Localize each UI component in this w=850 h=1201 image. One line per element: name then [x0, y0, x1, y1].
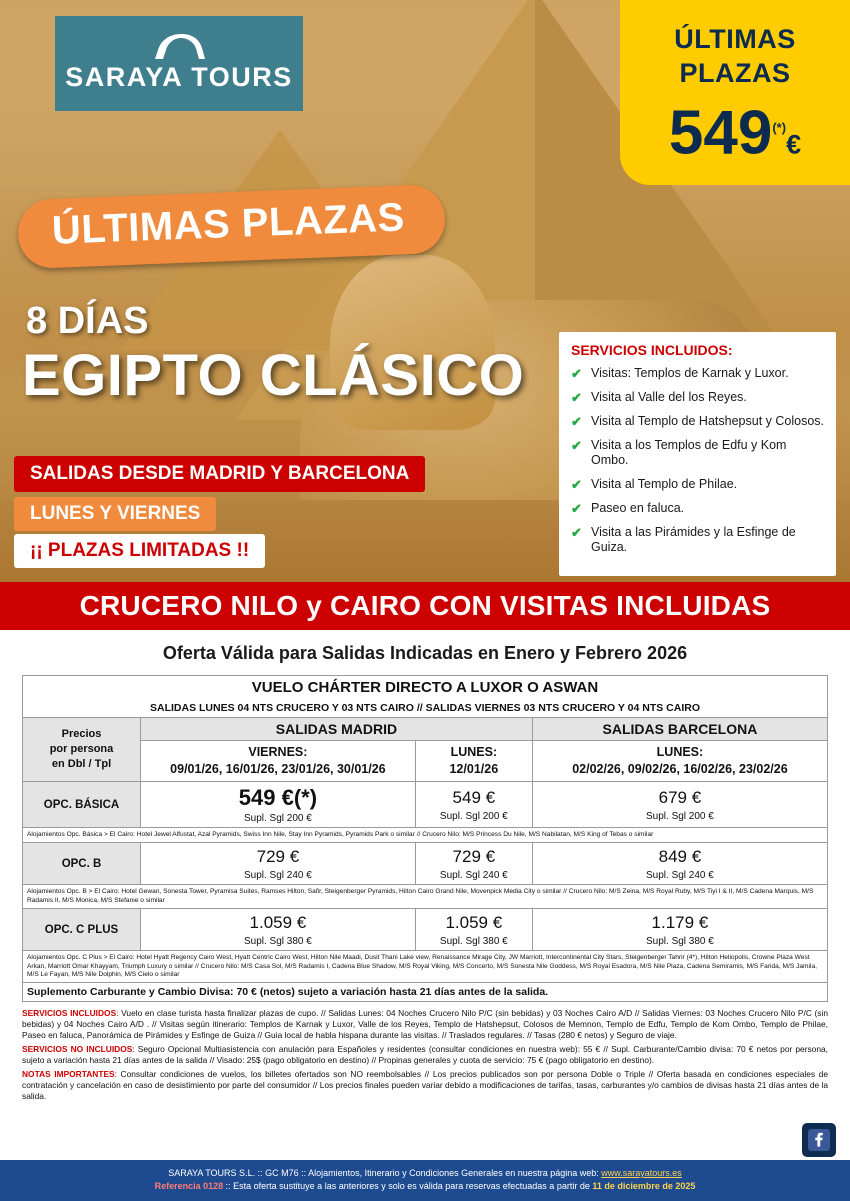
date-column-2: [415, 741, 532, 782]
table-row: [23, 718, 828, 741]
price-value: 1.059 €: [249, 913, 307, 933]
badge-price-currency: €: [786, 129, 802, 160]
page-title: EGIPTO CLÁSICO: [22, 343, 525, 408]
table-row: [23, 782, 828, 828]
group-header-madrid: SALIDAS MADRID: [141, 718, 533, 741]
price-b-madrid-viernes: [141, 843, 416, 885]
services-included-box: [559, 332, 836, 576]
badge-price: [620, 96, 850, 177]
offer-validity-heading: Oferta Válida para Salidas Indicadas en Enero y Febrero 2026: [162, 643, 688, 663]
table-row: [23, 983, 828, 1002]
facebook-icon[interactable]: [802, 1123, 836, 1157]
services-title: SERVICIOS INCLUIDOS:: [571, 342, 733, 358]
footer-reference: Referencia 0128: [154, 1181, 224, 1191]
price-value: 549 €: [452, 788, 496, 807]
price-supplement: Supl. Sgl 380 €: [439, 936, 508, 948]
price-supplement: Supl. Sgl 200 €: [243, 813, 312, 824]
service-label: Visita al Valle del los Reyes.: [591, 390, 747, 404]
legal-important-text: : Consultar condiciones de vuelos, los billetes ofertados son NO reembolsables // Los precios publicados son por persona Doble o Triple // Oferta basada en condiciones especiales de contratación y cancelación en caso de desistimiento por parte del consumidor // Los precios finales pueden variar debido a modificaciones de tarifas, tasas, carburantes y/o cambios de divisas hasta 21 días antes de la salida.: [22, 1069, 828, 1101]
brand-name: SARAYA TOURS: [65, 62, 293, 92]
service-label: Paseo en faluca.: [591, 501, 685, 515]
check-icon: ✔: [571, 390, 582, 405]
table-row: [23, 885, 828, 909]
row-label-b: OPC. B: [23, 843, 141, 885]
service-item: [571, 438, 824, 468]
badge-line1: ÚLTIMAS: [674, 24, 796, 54]
first-col-header: Precios por persona en Dbl / Tpl: [23, 718, 141, 782]
service-item: [571, 501, 824, 516]
price-value: [145, 785, 411, 811]
price-cplus-barcelona: [532, 909, 827, 951]
table-row: [23, 843, 828, 885]
check-icon: ✔: [571, 414, 582, 429]
table-row: [23, 909, 828, 951]
service-label: Visita al Templo de Philae.: [591, 477, 738, 491]
price-cplus-madrid-lunes: [415, 909, 532, 951]
badge-price-asterisk: (*): [772, 120, 787, 135]
legal-important: [22, 1069, 828, 1101]
charter-title: VUELO CHÁRTER DIRECTO A LUXOR O ASWAN: [23, 676, 828, 700]
date-col-3-dates: 02/02/26, 09/02/26, 16/02/26, 23/02/26: [572, 762, 788, 776]
footer-company: SARAYA TOURS S.L. :: GC M76 ::: [168, 1168, 309, 1178]
price-value: 729 €: [256, 847, 300, 867]
ultimas-plazas-ribbon: ÚLTIMAS PLAZAS: [17, 184, 446, 269]
sphinx-logo-icon: [149, 34, 209, 60]
service-item: [571, 414, 824, 429]
price-supplement: Supl. Sgl 240 €: [439, 870, 508, 882]
price-b-barcelona: [532, 843, 827, 885]
price-currency: €: [281, 785, 294, 810]
price-cplus-madrid-viernes: [141, 909, 416, 951]
price-basica-barcelona: [532, 782, 827, 828]
service-item: [571, 366, 824, 381]
badge-line2: PLAZAS: [679, 58, 791, 88]
row-label-basica: OPC. BÁSICA: [23, 782, 141, 828]
table-row: [23, 828, 828, 843]
footer-reference-text: :: Esta oferta sustituye a las anteriores y solo es válida para reservas efectuadas a partir de: [223, 1181, 593, 1191]
price-asterisk: (*): [293, 785, 318, 810]
check-icon: ✔: [571, 477, 582, 492]
check-icon: ✔: [571, 438, 582, 453]
legal-included-label: SERVICIOS INCLUIDOS: [22, 1008, 117, 1019]
price-number: 549: [238, 785, 276, 810]
tag-departures: SALIDAS DESDE MADRID Y BARCELONA: [14, 456, 425, 492]
footer-conditions-text: Alojamientos, Itinerario y Condiciones Generales en nuestra página web:: [308, 1168, 602, 1178]
date-col-3-day: LUNES:: [656, 745, 704, 759]
legal-conditions: [0, 1002, 850, 1101]
table-row: [23, 741, 828, 782]
check-icon: ✔: [571, 501, 582, 516]
charter-subtitle: SALIDAS LUNES 04 NTS CRUCERO Y 03 NTS CAIRO // SALIDAS VIERNES 03 NTS CRUCERO Y 04 NTS CAIRO: [23, 699, 828, 718]
price-basica-madrid-viernes: [141, 782, 416, 828]
footer-reference-date: 11 de diciembre de 2025: [592, 1181, 696, 1191]
footer-website-link[interactable]: www.sarayatours.es: [601, 1168, 682, 1178]
table-row: [23, 676, 828, 700]
footer-line-2: [0, 1180, 850, 1193]
service-label: Visitas: Templos de Karnak y Luxor.: [591, 366, 789, 380]
price-value: 679 €: [658, 788, 702, 807]
price-supplement: Supl. Sgl 380 €: [243, 936, 312, 948]
service-label: Visita a las Pirámides y la Esfinge de Guiza.: [591, 525, 796, 554]
brand-logo[interactable]: [55, 16, 303, 111]
price-table: [22, 675, 828, 1002]
tag-days: LUNES Y VIERNES: [14, 497, 216, 531]
price-value: 1.179 €: [651, 913, 709, 933]
date-column-1: [141, 741, 416, 782]
services-list: [571, 366, 824, 555]
headline-band: CRUCERO NILO y CAIRO CON VISITAS INCLUIDAS: [0, 582, 850, 630]
legal-included: [22, 1008, 828, 1040]
legal-not-included: [22, 1044, 828, 1065]
date-column-3: [532, 741, 827, 782]
check-icon: ✔: [571, 366, 582, 381]
service-item: [571, 477, 824, 492]
date-col-2-day: LUNES:: [450, 745, 498, 759]
legal-not-included-text: : Seguro Opcional Multiasistencia con anulación para Españoles y residentes (consultar condiciones en nuestra web): 55 € // Supl. Carburante/Cambio divisa: 70 € netos por persona, sujeto a variación hasta 21 días antes de la salida // Visado: 25$ (pago obligatorio en destino) // Propinas generales y cuota de servicio: 75 € (pago obligatorio en destino).: [22, 1044, 828, 1065]
group-header-barcelona: SALIDAS BARCELONA: [532, 718, 827, 741]
legal-important-label: NOTAS IMPORTANTES: [22, 1069, 115, 1080]
row-label-cplus: OPC. C PLUS: [23, 909, 141, 951]
hotels-note-b: Alojamientos Opc. B > El Cairo: Hotel Gewan, Sonesta Tower, Pyramisa Suites, Ramses Hilton, Safir, Steigenberger Pyramids, Hilton Cairo Grand Nile, Movenpick Media City o similar // Crucero Nilo: M/S Zeina, M/S Royal Ruby, M/S Tiyi I & II, M/S Cadena Marquis, M/S Radamis II, M/S Monica, M/S Stefanie o similar: [23, 885, 828, 909]
table-row: [23, 699, 828, 718]
price-value: 729 €: [452, 847, 496, 867]
service-item: [571, 390, 824, 405]
price-table-wrapper: [0, 675, 850, 1002]
legal-included-text: : Vuelo en clase turista hasta finalizar plazas de cupo. // Salidas Lunes: 04 Noches Crucero Nilo P/C (sin bebidas) y 03 Noches Cairo A/D // Salidas Viernes: 03 Noches Crucero Nilo P/C (sin bebidas) y 04 Noches Cairo A/D . // Visitas según itinerario: Templos de Karnak y Luxor, Valle de los Reyes, Templo de Hatshepsut, Colosos de Memnon, Templo de Edfu, Templo de Kom Ombo, Templo de Philae, Paseo en faluca, Panorámica de Pirámides y Esfinge de Guiza // Guia local de habla hispana durante las visitas. // Traslados regulares. // Tasas (280 € netos) y Seguro de viaje.: [22, 1008, 828, 1040]
price-value: 1.059 €: [445, 913, 503, 933]
price-b-madrid-lunes: [415, 843, 532, 885]
check-icon: ✔: [571, 525, 582, 540]
service-label: Visita a los Templos de Edfu y Kom Ombo.: [591, 438, 787, 467]
price-badge: [620, 0, 850, 185]
date-col-1-day: VIERNES:: [248, 745, 308, 759]
hero-banner: [0, 0, 850, 582]
price-supplement: Supl. Sgl 380 €: [646, 936, 714, 948]
hotels-note-basica: Alojamientos Opc. Básica > El Cairo: Hotel Jewel Alfustat, Azal Pyramids, Swiss Inn Nile, Stay Inn Pyramids, Pyramids Park o similar // Crucero Nilo: M/S Princess Du Nile, M/S Nabilatan, M/S King of Tebas o similar: [23, 828, 828, 843]
service-label: Visita al Templo de Hatshepsut y Colosos.: [591, 414, 824, 428]
fuel-supplement-note: Suplemento Carburante y Cambio Divisa: 70 € (netos) sujeto a variación hasta 21 días antes de la salida.: [23, 983, 828, 1002]
date-col-1-dates: 09/01/26, 16/01/26, 23/01/26, 30/01/26: [170, 762, 386, 776]
tag-limited: ¡¡ PLAZAS LIMITADAS !!: [14, 534, 265, 568]
legal-not-included-label: SERVICIOS NO INCLUIDOS: [22, 1044, 133, 1055]
table-row: [23, 951, 828, 983]
footer: [0, 1160, 850, 1201]
date-col-2-dates: 12/01/26: [449, 762, 499, 776]
price-value: 849 €: [658, 847, 702, 867]
price-basica-madrid-lunes: [415, 782, 532, 828]
price-supplement: Supl. Sgl 240 €: [243, 870, 312, 882]
footer-line-1: [0, 1167, 850, 1180]
price-supplement: Supl. Sgl 240 €: [646, 870, 714, 882]
service-item: [571, 525, 824, 555]
trip-duration: 8 DÍAS: [26, 300, 149, 342]
badge-price-value: 549: [668, 98, 773, 168]
price-supplement: Supl. Sgl 200 €: [439, 811, 508, 822]
price-supplement: Supl. Sgl 200 €: [646, 811, 714, 822]
hotels-note-cplus: Alojamientos Opc. C Plus > El Cairo: Hotel Hyatt Regency Cairo West, Hyatt Centric Cairo West, Hilton Nile Maadi, Dusit Thani Lake view, Renaissance Mirage City, JW Marriott, Intercontinental City Stars, Steigenberger Tahrir (4*), Hilton Heliopolis, Crowne Plaza West Arkan, Marriott Omar Khayyam, Triumph Luxury o similar // Crucero Nilo: M/S Casa Sol, M/S Radamis I, Cadena Blue Shadow, M/S Royal Viking, M/S Concerto, M/S Sonesta Nile Goddess, M/S Royal Esadora, M/S Nile Plaza, Cadena Semiramis, M/S Farida, M/S Jamila, M/S Le Fayan, M/S Nile Dolphin, M/S Cielo o similar: [23, 951, 828, 983]
